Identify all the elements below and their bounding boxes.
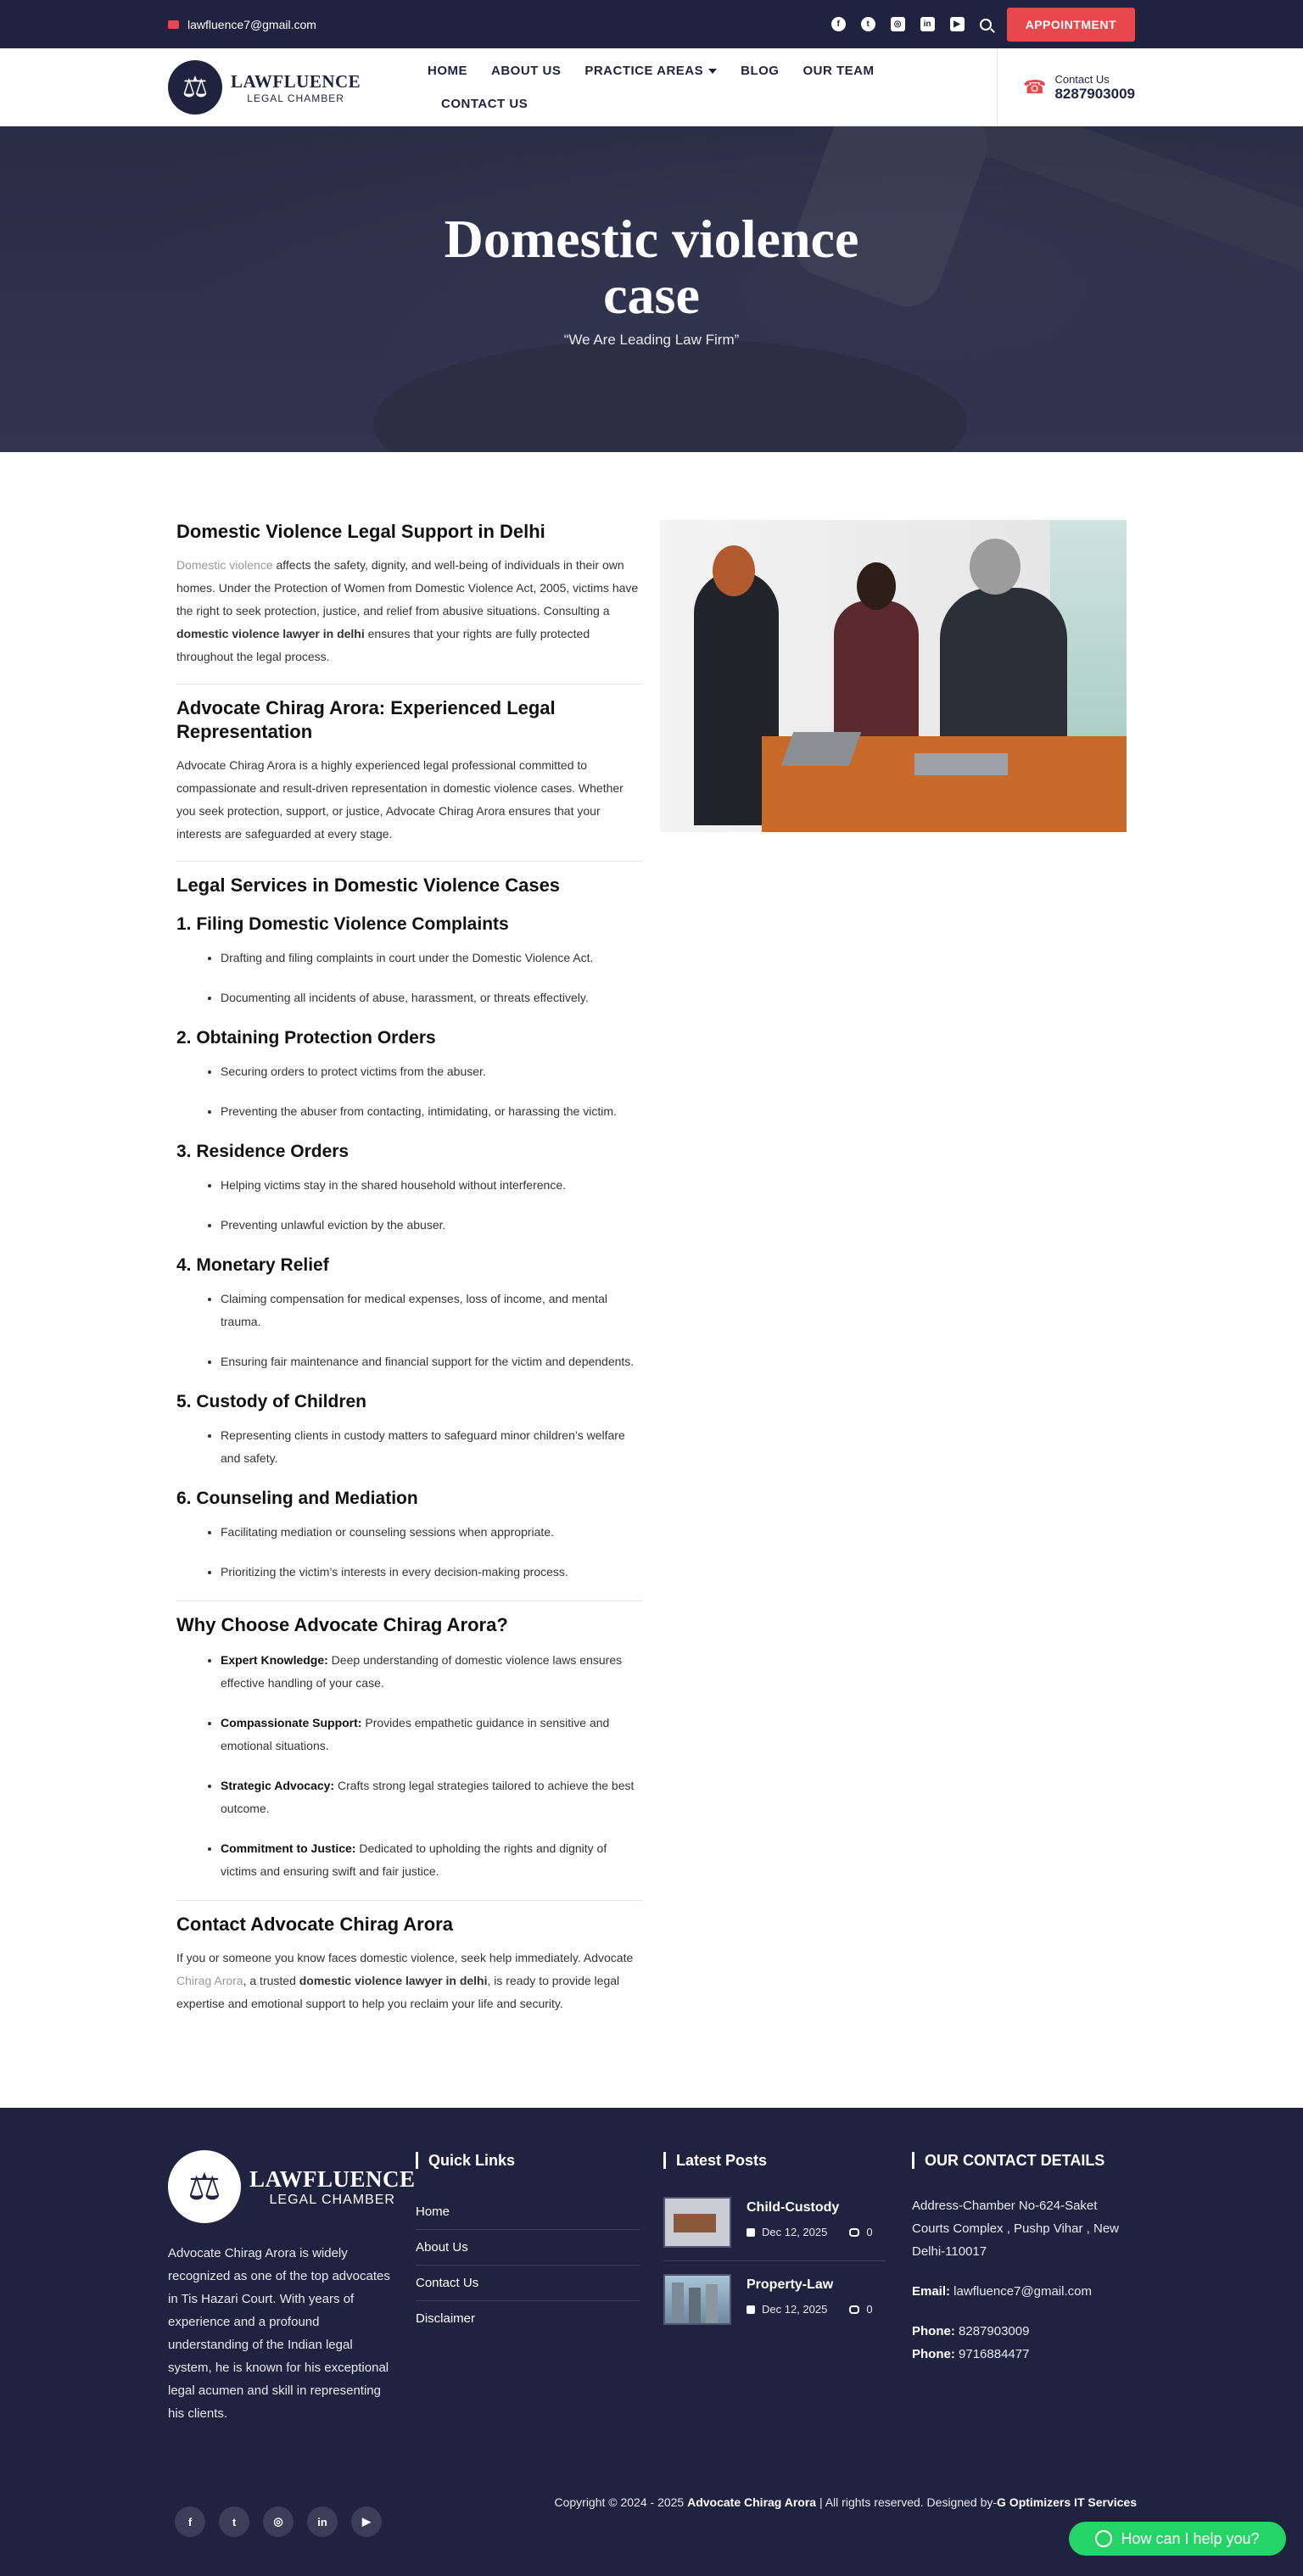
hero-sound-block (373, 338, 967, 452)
list-item: • Expert Knowledge: Deep understanding of domestic violence laws ensures effective handling of your case. (221, 1649, 643, 1695)
nav-contact[interactable]: CONTACT US (441, 97, 528, 111)
main-content (0, 452, 1303, 2108)
contact-paragraph: If you or someone you know faces domestic violence, seek help immediately. Advocate Chirag Arora, a trusted domestic violence lawyer in delhi, is ready to provide legal expertise and emotional support to help you reclaim your life and security. (176, 1951, 634, 2010)
calendar-icon (747, 2228, 755, 2237)
scales-icon: ⚖ (168, 60, 222, 115)
service-title: 3. Residence Orders (176, 1142, 350, 1161)
linkedin-icon[interactable]: in (920, 17, 935, 31)
list-item: • Claiming compensation for medical expenses, loss of income, and mental trauma. (221, 1288, 643, 1333)
services-heading: Legal Services in Domestic Violence Cases (176, 874, 561, 896)
footer-email[interactable]: Email: lawfluence7@gmail.com (912, 2284, 1092, 2299)
list-item: • Representing clients in custody matters to safeguard minor children’s welfare and safety. (221, 1424, 643, 1470)
list-item: • Preventing the abuser from contacting, intimidating, or harassing the victim. (221, 1100, 643, 1123)
list-item: • Helping victims stay in the shared household without interference. (221, 1174, 643, 1197)
instagram-icon[interactable]: ◎ (263, 2506, 294, 2537)
service-title: 4. Monetary Relief (176, 1255, 329, 1275)
why-list (221, 1649, 643, 1883)
divider (176, 684, 643, 685)
top-email-text[interactable]: lawfluence7@gmail.com (187, 17, 316, 31)
appointment-button[interactable]: APPOINTMENT (1007, 8, 1135, 42)
list-item: • Compassionate Support: Provides empathetic guidance in sensitive and emotional situations. (221, 1712, 643, 1757)
list-item: • Commitment to Justice: Dedicated to upholding the rights and dignity of victims and ensuring swift and fair justice. (221, 1837, 643, 1883)
post-meta (747, 2303, 873, 2316)
brand-sub: LEGAL CHAMBER (247, 92, 344, 104)
nav-blog[interactable]: BLOG (741, 64, 780, 78)
post-date: Dec 12, 2025 (762, 2303, 828, 2316)
twitter-icon[interactable]: t (861, 17, 875, 31)
facebook-icon[interactable]: f (175, 2506, 205, 2537)
service-list (221, 1288, 643, 1373)
article (176, 520, 643, 2015)
hero-banner (0, 126, 1303, 452)
article-intro: Domestic violence affects the safety, dignity, and well-being of individuals in their own homes. Under the Protection of Women from Domestic Violence Act, 2005, victims have the right to seek protection, justice, and relief from abusive situations. Consulting a domestic violence lawyer in delhi ensures that your rights are fully protected throughout the legal process. (176, 558, 639, 663)
main-nav (0, 48, 1303, 126)
service-title: 2. Obtaining Protection Orders (176, 1028, 436, 1048)
list-item: • Documenting all incidents of abuse, harassment, or threats effectively. (221, 986, 643, 1009)
top-email[interactable] (168, 18, 316, 31)
latest-post[interactable] (663, 2197, 886, 2248)
list-item: • Facilitating mediation or counseling sessions when appropriate. (221, 1521, 643, 1544)
nav-home[interactable]: HOME (428, 64, 467, 78)
top-bar (0, 0, 1303, 48)
lawyers-photo (660, 520, 1127, 832)
linkedin-icon[interactable]: in (307, 2506, 338, 2537)
footer-phone-2[interactable]: Phone: 9716884477 (912, 2347, 1030, 2361)
header-contact[interactable] (997, 48, 1135, 126)
footer-logo[interactable] (168, 2150, 416, 2223)
footer-about: Advocate Chirag Arora is widely recognized as one of the top advocates in Tis Hazari Court. With years of experience and a profound understanding of the Indian legal system, he is known for his exceptional legal acumen and skill in representing his clients. (168, 2246, 390, 2421)
header-contact-label: Contact Us (1054, 72, 1110, 86)
contact-details (912, 2194, 1137, 2366)
divider (176, 1900, 643, 1901)
nav-about[interactable]: ABOUT US (491, 64, 562, 78)
post-title[interactable]: Child-Custody (747, 2200, 840, 2215)
list-item: • Preventing unlawful eviction by the abuser. (221, 1214, 643, 1237)
post-comments: 0 (866, 2303, 873, 2316)
calendar-icon (747, 2305, 755, 2314)
youtube-icon[interactable]: ▶ (351, 2506, 382, 2537)
post-comments: 0 (866, 2226, 873, 2238)
footer-address: Address-Chamber No-624-Saket Courts Complex , Pushp Vihar , New Delhi-110017 (912, 2199, 1119, 2259)
contact-heading: Contact Advocate Chirag Arora (176, 1914, 453, 1935)
service-title: 6. Counseling and Mediation (176, 1489, 418, 1508)
service-title: 5. Custody of Children (176, 1392, 367, 1411)
footer-link-about[interactable]: About Us (416, 2230, 640, 2266)
comment-icon (849, 2305, 859, 2314)
footer-link-contact[interactable]: Contact Us (416, 2266, 640, 2301)
service-title: 1. Filing Domestic Violence Complaints (176, 914, 509, 934)
article-heading: Domestic Violence Legal Support in Delhi (176, 521, 545, 542)
service-list (221, 1424, 643, 1470)
chirag-arora-link[interactable]: Chirag Arora (176, 1974, 243, 1987)
section-heading: Advocate Chirag Arora: Experienced Legal Representation (176, 697, 556, 742)
domestic-violence-link[interactable]: Domestic violence (176, 558, 273, 572)
whatsapp-chat-button[interactable] (1069, 2522, 1286, 2556)
quick-links-heading: Quick Links (416, 2152, 515, 2169)
post-date: Dec 12, 2025 (762, 2226, 828, 2238)
instagram-icon[interactable]: ◎ (891, 17, 905, 31)
why-heading: Why Choose Advocate Chirag Arora? (176, 1614, 508, 1635)
youtube-icon[interactable]: ▶ (950, 17, 965, 31)
list-item: • Drafting and filing complaints in court under the Domestic Violence Act. (221, 947, 643, 969)
divider (176, 861, 643, 862)
service-list (221, 947, 643, 1009)
service-list (221, 1060, 643, 1123)
service-list (221, 1521, 643, 1584)
envelope-icon (168, 20, 179, 29)
footer (0, 2108, 1303, 2576)
nav-our-team[interactable]: OUR TEAM (802, 64, 875, 78)
footer-phone-1[interactable]: Phone: 8287903009 (912, 2324, 1030, 2339)
copyright: Copyright © 2024 - 2025 Advocate Chirag Arora | All rights reserved. Designed by-G Optimizers IT Services (554, 2495, 1137, 2509)
page-title: Domestic violence case (444, 209, 859, 325)
footer-social (175, 2506, 382, 2537)
footer-link-home[interactable]: Home (416, 2194, 640, 2230)
designer-link[interactable]: G Optimizers IT Services (997, 2495, 1137, 2509)
chevron-down-icon[interactable] (708, 69, 717, 74)
footer-link-disclaimer[interactable]: Disclaimer (416, 2311, 476, 2326)
post-thumbnail[interactable] (663, 2274, 731, 2325)
latest-post[interactable] (663, 2274, 886, 2325)
whatsapp-icon (1095, 2530, 1112, 2547)
logo[interactable] (168, 60, 361, 115)
comment-icon (849, 2228, 859, 2237)
nav-menu (416, 57, 891, 118)
post-thumbnail[interactable] (663, 2197, 731, 2248)
footer-brand-sub: LEGAL CHAMBER (269, 2192, 395, 2207)
list-item: • Prioritizing the victim’s interests in every decision-making process. (221, 1561, 643, 1584)
section-paragraph: Advocate Chirag Arora is a highly experienced legal professional committed to compassionate and result-driven representation in domestic violence cases. Whether you seek protection, support, or justice, Advocate Chirag Arora ensures that your interests are safeguarded at every stage. (176, 758, 624, 841)
brand-name: LAWFLUENCE (231, 70, 361, 92)
quick-links (416, 2194, 640, 2336)
twitter-icon[interactable]: t (219, 2506, 249, 2537)
service-list (221, 1174, 643, 1237)
nav-practice-areas[interactable]: PRACTICE AREAS (573, 57, 729, 85)
contact-details-heading: OUR CONTACT DETAILS (912, 2152, 1104, 2169)
search-icon[interactable] (980, 19, 992, 31)
latest-posts-heading: Latest Posts (663, 2152, 767, 2169)
list-item: • Ensuring fair maintenance and financial support for the victim and dependents. (221, 1350, 643, 1373)
header-contact-phone[interactable]: 8287903009 (1054, 85, 1135, 102)
phone-icon: ☎ (1023, 76, 1047, 98)
post-title[interactable]: Property-Law (747, 2277, 834, 2292)
scales-icon: ⚖ (168, 2150, 241, 2223)
list-item: • Securing orders to protect victims from the abuser. (221, 1060, 643, 1083)
whatsapp-label[interactable]: How can I help you? (1121, 2529, 1260, 2547)
footer-brand-name: LAWFLUENCE (249, 2165, 416, 2192)
list-item: • Strategic Advocacy: Crafts strong legal strategies tailored to achieve the best outcome. (221, 1774, 643, 1820)
hero-tagline: “We Are Leading Law Firm” (563, 332, 740, 348)
top-bar-right (831, 8, 1135, 42)
facebook-icon[interactable]: f (831, 17, 846, 31)
post-meta (747, 2226, 873, 2238)
